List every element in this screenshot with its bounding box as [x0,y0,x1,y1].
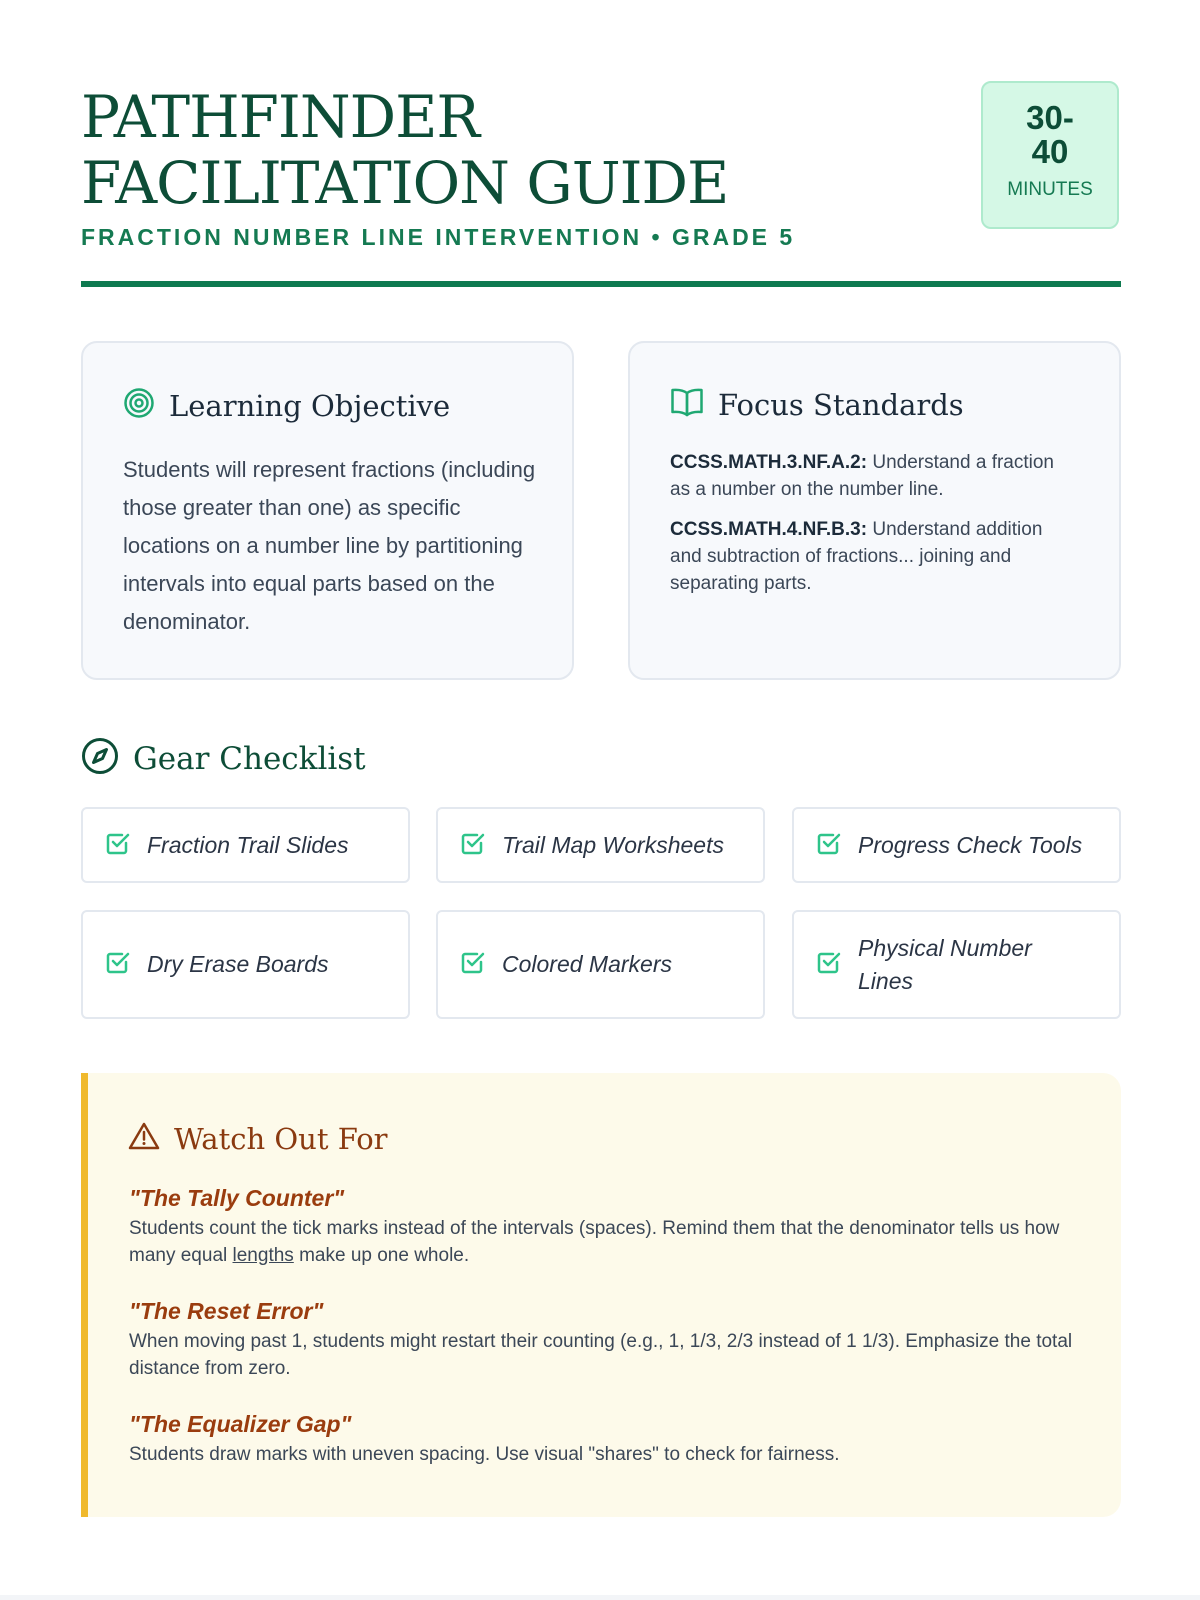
gear-checklist-title: Gear Checklist [133,740,366,777]
learning-objective-text: Students will represent fractions (including those greater than one) as specific locations on a number line by partitioning intervals into equal parts based on the denominator. [123,457,536,634]
pitfall-item-reset-error [129,1296,1089,1382]
pitfall-item-equalizer-gap [129,1409,1089,1468]
pitfall-name: "The Tally Counter" [129,1185,345,1211]
gear-checklist-header [81,737,366,780]
gear-item-progress-check-tools[interactable] [792,807,1121,883]
gear-item-dry-erase-boards[interactable] [81,910,410,1019]
standard-code: CCSS.MATH.4.NF.B.3: [670,519,868,540]
compass-icon [81,737,119,780]
warning-icon [128,1121,160,1156]
gear-item-label: Progress Check Tools [858,831,1083,858]
checkbox-checked-icon [460,949,486,980]
gear-item-label: Dry Erase Boards [147,951,329,977]
standard-item [670,516,1070,597]
checkbox-checked-icon [816,949,842,980]
pitfall-name: "The Equalizer Gap" [129,1411,352,1437]
gear-item-label: Trail Map Worksheets [502,831,724,858]
gear-item-label: Fraction Trail Slides [147,831,349,858]
learning-objective-title: Learning Objective [169,388,451,423]
learning-objective-header [123,387,450,424]
header-divider [81,281,1121,287]
pitfall-item-tally-counter [129,1183,1089,1269]
checkbox-checked-icon [460,830,486,861]
emphasized-term: lengths [232,1245,294,1266]
standard-text: Understand a fraction as a number on the number line. [670,452,1055,500]
pitfall-description: Students draw marks with uneven spacing. Use visual "shares" to check for fairness. [129,1444,840,1465]
focus-standards-title: Focus Standards [718,387,964,422]
target-icon [123,387,155,424]
learning-objective-card [81,341,574,680]
gear-item-label: Physical Number Lines [858,934,1032,994]
duration-unit: MINUTES [1007,179,1093,200]
checkbox-checked-icon [105,949,131,980]
gear-item-fraction-trail-slides[interactable] [81,807,410,883]
watch-out-title: Watch Out For [174,1121,388,1156]
focus-standards-header [670,387,964,422]
pitfall-name: "The Reset Error" [129,1298,324,1324]
watch-out-callout [81,1073,1121,1517]
standard-text: Understand addition and subtraction of fractions... joining and separating parts. [670,519,1043,594]
checkbox-checked-icon [105,830,131,861]
pitfall-description: Students count the tick marks instead of the intervals (spaces). Remind them that the denominator tells us how many equal lengths make up one whole. [129,1218,1060,1266]
focus-standards-card [628,341,1121,680]
gear-item-physical-number-lines[interactable] [792,910,1121,1019]
standard-item [670,449,1070,503]
watch-out-header [128,1121,388,1156]
gear-item-colored-markers[interactable] [436,910,765,1019]
gear-item-label: Colored Markers [502,951,672,977]
duration-badge [981,81,1119,229]
checkbox-checked-icon [816,830,842,861]
standard-code: CCSS.MATH.3.NF.A.2: [670,452,868,473]
standards-list [670,449,1070,610]
page-subtitle: FRACTION NUMBER LINE INTERVENTION • GRADE 5 [81,224,796,250]
page-title: PATHFINDER FACILITATION GUIDE [81,83,729,217]
pitfall-description: When moving past 1, students might restart their counting (e.g., 1, 1/3, 2/3 instead of 1 1/3). Emphasize the total distance from zero. [129,1331,1073,1379]
open-book-icon [670,387,704,422]
duration-value: 30-40 [1026,99,1074,170]
gear-item-trail-map-worksheets[interactable] [436,807,765,883]
